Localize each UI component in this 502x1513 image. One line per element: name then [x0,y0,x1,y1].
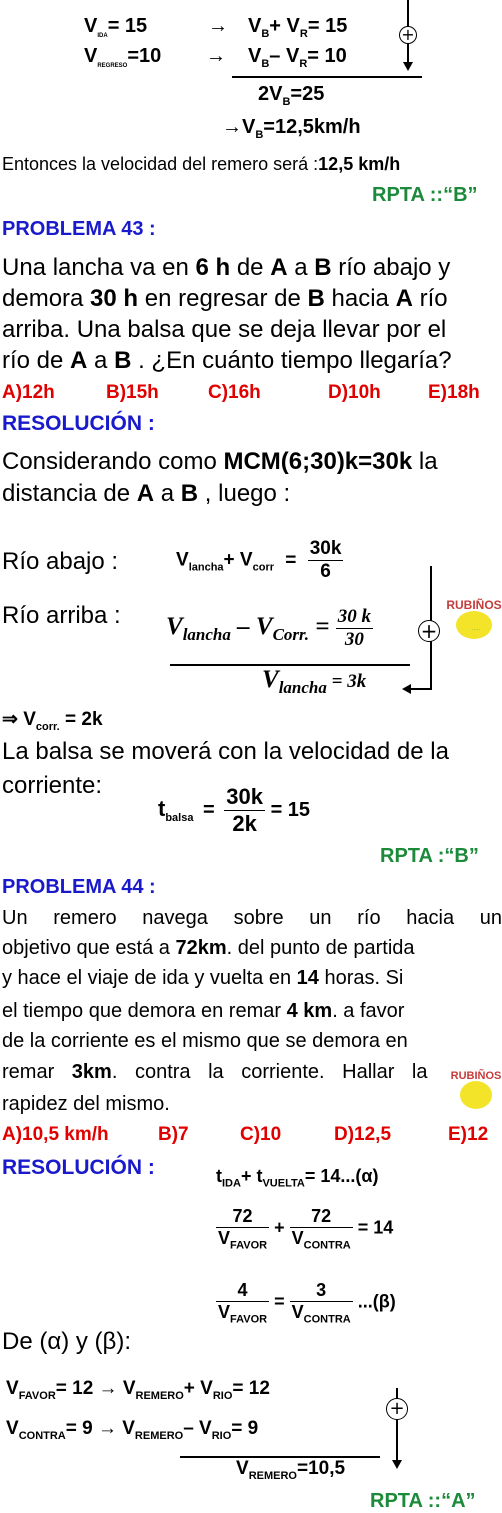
plus-circle-icon: + [386,1398,408,1420]
p43-line-1: Una lancha va en 6 h de A a B río abajo y [2,254,451,281]
p44-line-4: el tiempo que demora en remar 4 km. a favor [2,1000,405,1022]
rio-arriba-label: Río arriba : [2,602,121,629]
eq-alpha: $t_{IDA}+ t_{VUELTA}= 14...(\alpha)$ [216,1166,379,1190]
from-alpha-beta: De (α) y (β): [2,1328,131,1355]
p43-bracket-bottom [410,688,432,690]
p43-option-d: D)10h [328,382,381,403]
p43-line-4: río de A a B . ¿En cuánto tiempo llegaría? [2,347,452,374]
svg-text:RUBIÑOS: RUBIÑOS [446,598,502,612]
svg-text:·····: ····· [471,627,481,633]
p44-line-7: rapidez del mismo. [2,1093,170,1115]
problem-43-title: PROBLEMA 43 : [2,218,156,240]
eq-contra: $V_{CONTRA}= 9 \to V_{REMERO}-$ $V_{RIO}= 9$ [6,1418,259,1442]
eq-regreso: $V_{REGRESO}=10$ [84,45,162,69]
sum-arrow-head [403,62,413,71]
p43-option-e: E)18h [428,382,480,403]
eq-72: $\frac{72}{V_{FAVOR}}$ + $\frac{72}{V_{CONTRA}}$ = 14 [218,1206,394,1252]
eq-ida: $V_{IDA}= 15$ [84,15,148,39]
rubinos-logo [446,585,502,643]
arrow-1: → [208,15,228,37]
rpta-44: RPTA ::“A” [370,1490,476,1512]
p44-line-2: objetivo que está a 72km. del punto de partida [2,937,415,959]
p44-line-6: remar 3km. contra la corriente. Hallar la [2,1061,428,1083]
eq-remero: $V_{REMERO}=10,5$ [236,1458,346,1482]
p43-bracket-arrow [402,684,411,694]
problem-44-title: PROBLEMA 44 : [2,876,156,898]
sum-line [232,76,422,78]
rio-abajo-label: Río abajo : [2,548,119,575]
p44-arrow-head [392,1460,402,1469]
p44-option-d: D)12,5 [334,1124,392,1145]
p44-option-b: B)7 [158,1124,189,1145]
p44-option-c: C)10 [240,1124,282,1145]
p43-line-2: demora 30 h en regresar de B hacia A río [2,285,448,312]
eq-favor: $V_{FAVOR}= 12 \to V_{REMERO}+ V_{RIO}= 12$ [6,1378,270,1402]
rpta-top: RPTA ::“B” [372,184,478,206]
p44-option-e: E)12 [448,1124,489,1145]
p43-option-b: B)15h [106,382,159,403]
p44-option-a: A)10,5 km/h [2,1124,109,1145]
plus-circle-icon: + [418,620,440,642]
eq-result: $\to V_B=12,5km/h$ [222,116,361,141]
p44-line-5: de la corriente es el mismo que se demora en [2,1030,408,1052]
plus-circle-icon: + [399,26,417,44]
balsa-line-1: La balsa se moverá con la velocidad de la [2,738,449,765]
p44-line-1: Un remero navega sobre un río hacia un [2,907,502,929]
rubinos-logo [450,1055,502,1117]
v-corr: ⇒ $V_{corr.} = 2k$ [2,709,103,733]
p44-line-3: y hace el viaje de ida y vuelta en 14 horas. Si [2,967,404,989]
eq-rio-arriba: $V_{lancha} - V_{Corr.}$ = $\frac{30 k}{30}$ [166,606,371,650]
balsa-line-2: corriente: [2,772,103,799]
rpta-43: RPTA :“B” [380,845,479,867]
eq-ida-right: $V_B+ V_R= 15$ [248,15,348,40]
conclusion: Entonces la velocidad del remero será :12,5 km/h [2,154,401,174]
eq-regreso-right: $V_B-$ $V_R= 10$ [248,45,347,70]
eq-v-lancha: $V_{lancha} = 3k$ [262,666,367,697]
p43-resolution-title: RESOLUCIÓN : [2,412,155,435]
arrow-2: → [206,45,226,67]
p44-resolution-title: RESOLUCIÓN : [2,1156,155,1179]
eq-t-balsa: $t_{balsa}$ = $\frac{30k}{2k}$ = 15 [158,784,311,836]
p43-res-line-1: Considerando como MCM(6;30)k=30k la [2,448,438,475]
p43-res-line-2: distancia de A a B , luego : [2,480,291,507]
eq-beta: $\frac{4}{V_{FAVOR}}$ = $\frac{3}{V_{CONTRA}}$ ...(β) [218,1280,396,1326]
p43-option-a: A)12h [2,382,55,403]
p43-option-c: C)16h [208,382,261,403]
eq-sum: $2V_B=25$ [258,83,325,108]
p43-line-3: arriba. Una balsa que se deja llevar por el [2,316,447,343]
svg-text:RUBIÑOS: RUBIÑOS [450,1070,502,1082]
eq-rio-abajo: $V_{lancha}+ V_{corr}$ = $\frac{30k}{6}$ [176,538,342,582]
